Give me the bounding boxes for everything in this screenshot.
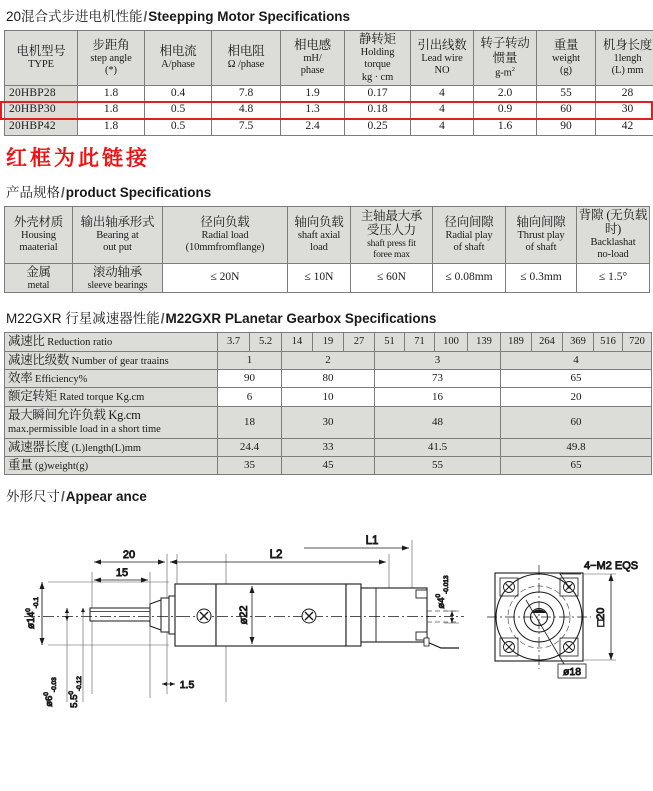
header-axial-cn: 轴向负载 — [294, 214, 344, 229]
drawing-title-cn: 外形尺寸 — [6, 489, 60, 505]
title-separator: / — [143, 9, 148, 24]
gearbox-rated-torque-cell: 20 — [501, 388, 652, 406]
header-axial-en2: load — [310, 242, 328, 254]
header-backlash-en: Backlashat — [590, 237, 636, 249]
gearbox-ratio-cell: 27 — [344, 333, 375, 351]
gearbox-efficiency-cell: 90 — [218, 370, 282, 388]
note-4-M2-EQS: 4−M2 EQS — [584, 560, 639, 573]
motor-section-title — [4, 0, 649, 30]
product-specifications-table — [4, 206, 650, 294]
gearbox-label-cn: 额定转矩 — [8, 389, 57, 404]
header-inductance-en2: phase — [300, 65, 325, 77]
gearbox-label-en: Rated torque Kg.cm — [56, 392, 145, 404]
gearbox-label-cn: 效率 — [8, 371, 33, 386]
header-length-cn: 机身长度 — [602, 38, 653, 53]
motor-weight-cell: 60 — [537, 102, 596, 119]
header-leadwire-cn: 引出线数 — [417, 38, 467, 53]
product-value-en: sleeve bearings — [87, 279, 148, 291]
header-leadwire-en: Lead wire — [421, 52, 463, 64]
gearbox-row-label — [5, 388, 218, 406]
header-bearing-type — [73, 206, 163, 263]
motor-current-cell: 0.5 — [145, 119, 212, 136]
gearbox-row-label — [5, 351, 218, 369]
dim-flat-5-5-label: $5.5^0_{-0.12}$ — [68, 676, 83, 709]
header-backlash-en2: no-load — [597, 249, 629, 261]
header-type — [5, 31, 78, 86]
drawing-section-title — [4, 475, 649, 510]
motor-table-body — [5, 85, 653, 135]
gearbox-gear-trains-cell: 3 — [375, 351, 501, 369]
dimension-drawing-svg — [4, 512, 649, 722]
table-row — [5, 406, 652, 438]
motor-torque-cell: 0.17 — [345, 85, 411, 102]
header-housing-en: Housing — [21, 229, 56, 241]
header-inductance-cn: 相电感 — [294, 38, 331, 53]
drawing-title-separator: / — [61, 489, 65, 505]
header-radial-en: Radial load — [201, 229, 249, 241]
header-holding-torque — [345, 31, 411, 86]
gearbox-rated-torque-cell: 10 — [282, 388, 375, 406]
dim-dia22-label: ø22 — [238, 605, 250, 625]
gearbox-row-label — [5, 370, 218, 388]
table-row — [5, 351, 652, 369]
table-row — [5, 456, 652, 474]
header-inductance — [281, 31, 345, 86]
table-row[interactable] — [5, 85, 653, 102]
gearbox-label-cn: 减速比 — [8, 334, 45, 349]
motor-inductance-cell: 1.3 — [281, 102, 345, 119]
gearbox-ratio-cell: 19 — [313, 333, 344, 351]
dim-20-label: 20 — [122, 549, 136, 562]
note-bolt-circle-18: ø18 — [562, 666, 582, 679]
gearbox-ratio-cell: 516 — [594, 333, 623, 351]
product-value-en: metal — [27, 279, 50, 291]
motor-inductance-cell: 2.4 — [281, 119, 345, 136]
motor-step-angle-cell: 1.8 — [78, 119, 145, 136]
header-leadwire-en2: NO — [434, 65, 450, 77]
product-value-cell: ≤ 20N — [163, 263, 288, 293]
gearbox-ratio-cell: 264 — [532, 333, 563, 351]
gearbox-row-label — [5, 438, 218, 456]
table-row[interactable] — [5, 102, 653, 119]
product-title-separator: / — [61, 184, 65, 200]
gearbox-title-en: M22GXR PLanetar Gearbox Specifications — [165, 311, 437, 327]
gearbox-weight-cell: 35 — [218, 456, 282, 474]
header-shaft-press-fit — [351, 206, 433, 263]
header-length-unit: (L) mm — [611, 65, 644, 77]
header-thrustplay-cn: 轴向间隙 — [516, 214, 566, 229]
gearbox-efficiency-cell: 73 — [375, 370, 501, 388]
motor-torque-cell: 0.25 — [345, 119, 411, 136]
product-title-en: product Specifications — [65, 184, 212, 200]
motor-step-angle-cell: 1.8 — [78, 102, 145, 119]
header-housing-en2: maaterial — [19, 242, 58, 254]
header-press-en2: foree max — [373, 249, 410, 261]
header-housing-cn: 外壳材质 — [13, 214, 64, 229]
motor-type-cell: 20HBP42 — [5, 119, 78, 136]
header-bearing-en: Bearing at — [96, 229, 139, 241]
header-step-angle-unit: (*) — [105, 65, 117, 77]
header-step-angle-cn: 步距角 — [92, 38, 130, 53]
header-backlash — [577, 206, 650, 263]
motor-resistance-cell: 7.5 — [212, 119, 281, 136]
gearbox-ratio-cell: 369 — [563, 333, 594, 351]
motor-title-en: Steepping Motor Specifications — [148, 9, 351, 24]
motor-specifications-table — [4, 30, 653, 136]
product-value-cn: 滚动轴承 — [92, 264, 143, 279]
gearbox-rated-torque-cell: 16 — [375, 388, 501, 406]
header-press-en: shaft press fit — [367, 238, 416, 250]
gearbox-label-cn: 减速比级数 — [8, 352, 70, 367]
motor-torque-cell: 0.18 — [345, 102, 411, 119]
gearbox-ratio-cell: 14 — [282, 333, 313, 351]
dim-L1-label: L1 — [365, 535, 379, 548]
dim-L2-label: L2 — [269, 549, 283, 562]
gearbox-label-cn: 重量 — [8, 457, 33, 472]
header-resistance-en: Ω /phase — [227, 59, 265, 71]
gearbox-ratio-cell: 5.2 — [250, 333, 282, 351]
gearbox-row-label — [5, 333, 218, 351]
product-value-cell: ≤ 10N — [288, 263, 351, 293]
header-inertia-unit: $g-m^2$ — [495, 65, 515, 79]
motor-type-cell: 20HBP28 — [5, 85, 78, 102]
gearbox-label-cn: 最大瞬间允许负载 Kg.cm — [8, 407, 141, 422]
motor-header-row — [5, 31, 653, 86]
gearbox-weight-cell: 45 — [282, 456, 375, 474]
gearbox-label-en: Number of gear traains — [69, 355, 169, 367]
header-step-angle-en: step angle — [90, 52, 132, 64]
motor-resistance-cell: 7.8 — [212, 85, 281, 102]
motor-resistance-cell: 4.8 — [212, 102, 281, 119]
motor-type-cell: 20HBP30 — [5, 102, 78, 119]
gearbox-efficiency-cell: 80 — [282, 370, 375, 388]
product-table-body — [5, 263, 650, 293]
product-section-title — [4, 176, 649, 206]
gearbox-max-load-cell: 48 — [375, 406, 501, 438]
gearbox-row-label — [5, 456, 218, 474]
product-value-cell — [73, 263, 163, 293]
header-radialplay-en: Radial play — [445, 229, 493, 241]
header-current — [145, 31, 212, 86]
gearbox-max-load-cell: 30 — [282, 406, 375, 438]
gearbox-label-en: (g)weight(g) — [32, 460, 89, 472]
product-value-cell — [5, 263, 73, 293]
gearbox-ratio-cell: 189 — [501, 333, 532, 351]
header-radialplay-en2: of shaft — [453, 242, 485, 254]
motor-inertia-cell: 2.0 — [474, 85, 537, 102]
motor-inductance-cell: 1.9 — [281, 85, 345, 102]
header-current-cn: 相电流 — [159, 44, 197, 59]
header-torque-unit: kg · cm — [361, 71, 394, 83]
motor-length-cell: 42 — [596, 119, 653, 136]
header-thrust-play — [506, 206, 577, 263]
gearbox-specifications-table — [4, 332, 652, 475]
gearbox-table-body — [5, 333, 652, 475]
header-rotor-inertia — [474, 31, 537, 86]
header-press-cn: 主轴最大承 — [360, 208, 423, 223]
gearbox-ratio-cell: 3.7 — [218, 333, 250, 351]
header-length-en: 1lengh — [613, 52, 642, 64]
motor-step-angle-cell: 1.8 — [78, 85, 145, 102]
dim-dia6-label: $ø6^0_{-0.03}$ — [43, 677, 58, 708]
product-value-cn: 金属 — [26, 264, 51, 279]
table-row — [5, 388, 652, 406]
gearbox-max-load-cell: 18 — [218, 406, 282, 438]
header-type-cn: 电机型号 — [16, 44, 66, 59]
header-resistance-cn: 相电阻 — [227, 44, 265, 59]
header-lead-wire — [411, 31, 474, 86]
motor-weight-cell: 90 — [537, 119, 596, 136]
header-body-length — [596, 31, 653, 86]
product-value-cell: ≤ 1.5° — [577, 263, 650, 293]
gearbox-weight-cell: 55 — [375, 456, 501, 474]
gearbox-ratio-cell: 51 — [375, 333, 405, 351]
motor-length-cell: 28 — [596, 85, 653, 102]
motor-leads-cell: 4 — [411, 119, 474, 136]
gearbox-gear-trains-cell: 2 — [282, 351, 375, 369]
header-type-en: TYPE — [28, 59, 54, 71]
motor-weight-cell: 55 — [537, 85, 596, 102]
table-row — [5, 263, 650, 293]
header-weight-unit: (g) — [560, 65, 572, 77]
gearbox-rated-torque-cell: 6 — [218, 388, 282, 406]
gearbox-length-cell: 49.8 — [501, 438, 652, 456]
gearbox-length-cell: 33 — [282, 438, 375, 456]
motor-current-cell: 0.4 — [145, 85, 212, 102]
table-row — [5, 370, 652, 388]
gearbox-max-load-cell: 60 — [501, 406, 652, 438]
gearbox-title-cn: M22GXR 行星减速器性能 — [6, 311, 160, 327]
header-housing-material — [5, 206, 73, 263]
header-thrustplay-en2: of shaft — [525, 242, 557, 254]
gearbox-label-en: Reduction ratio — [44, 337, 113, 349]
gearbox-length-cell: 24.4 — [218, 438, 282, 456]
header-weight-cn: 重量 — [553, 38, 579, 53]
gearbox-gear-trains-cell: 1 — [218, 351, 282, 369]
gearbox-label-en: (L)length(L)mm — [69, 442, 142, 454]
gearbox-label-en: max.permissible load in a short time — [8, 424, 161, 436]
motor-leads-cell: 4 — [411, 102, 474, 119]
header-thrustplay-en: Thrust play — [517, 229, 565, 241]
gearbox-ratio-cell: 139 — [468, 333, 501, 351]
gearbox-ratio-cell: 720 — [623, 333, 652, 351]
header-axial-en: shaft axial — [297, 229, 341, 241]
motor-table-wrapper — [4, 30, 653, 136]
table-row — [5, 333, 652, 351]
header-bearing-cn: 输出轴承形式 — [80, 214, 155, 229]
dim-square20-label: □20 — [595, 607, 607, 627]
header-press-cn2: 受压人力 — [366, 223, 417, 238]
gearbox-row-label — [5, 406, 218, 438]
header-weight — [537, 31, 596, 86]
header-inertia-cn2: 惯量 — [492, 51, 518, 65]
header-torque-cn: 静转矩 — [359, 32, 396, 46]
gearbox-efficiency-cell: 65 — [501, 370, 652, 388]
product-value-cell: ≤ 0.08mm — [433, 263, 506, 293]
header-bearing-en2: out put — [103, 242, 132, 254]
table-row[interactable] — [5, 119, 653, 136]
header-radialplay-cn: 径向间隙 — [444, 214, 494, 229]
product-header-row — [5, 206, 650, 263]
dim-dia4-label: $ø4^0_{-0.013}$ — [435, 575, 450, 609]
header-resistance — [212, 31, 281, 86]
product-title-cn: 产品规格 — [6, 184, 60, 200]
motor-leads-cell: 4 — [411, 85, 474, 102]
header-weight-en: weight — [552, 52, 580, 64]
motor-inertia-cell: 0.9 — [474, 102, 537, 119]
motor-inertia-cell: 1.6 — [474, 119, 537, 136]
drawing-title-en: Appear ance — [65, 489, 147, 505]
motor-current-cell: 0.5 — [145, 102, 212, 119]
header-torque-en2: torque — [364, 59, 391, 71]
header-radial-play — [433, 206, 506, 263]
gearbox-label-cn: 减速器长度 — [8, 439, 70, 454]
header-axial-load — [288, 206, 351, 263]
header-radial-en2: (10mmfromflange) — [185, 242, 265, 254]
red-link-note: 红框为此链接 — [6, 145, 150, 170]
header-radial-load — [163, 206, 288, 263]
dim-1-5-label: 1.5 — [179, 679, 195, 692]
product-value-cell: ≤ 60N — [351, 263, 433, 293]
appearance-drawing — [4, 512, 649, 727]
header-current-en: A/phase — [161, 59, 195, 71]
gearbox-ratio-cell: 71 — [405, 333, 435, 351]
header-torque-en: Holding — [360, 46, 395, 58]
dim-15-label: 15 — [115, 567, 129, 580]
gearbox-ratio-cell: 100 — [435, 333, 468, 351]
gearbox-section-title — [4, 293, 649, 332]
motor-title-cn: 20混合式步进电机性能 — [6, 9, 143, 24]
gearbox-gear-trains-cell: 4 — [501, 351, 652, 369]
header-inductance-en: mH/ — [303, 52, 322, 64]
header-backlash-cn: 背隙 (无负载时) — [578, 207, 648, 237]
product-value-cell: ≤ 0.3mm — [506, 263, 577, 293]
gearbox-title-separator: / — [160, 311, 165, 327]
gearbox-length-cell: 41.5 — [375, 438, 501, 456]
dim-dia14-label: $ø14^0_{-0.1}$ — [25, 597, 40, 630]
gearbox-label-en: Efficiency% — [32, 374, 88, 386]
gearbox-weight-cell: 65 — [501, 456, 652, 474]
header-radial-cn: 径向负载 — [200, 214, 250, 229]
motor-length-cell: 30 — [596, 102, 653, 119]
header-inertia-cn: 转子转动 — [480, 36, 530, 51]
table-row — [5, 438, 652, 456]
header-step-angle — [78, 31, 145, 86]
